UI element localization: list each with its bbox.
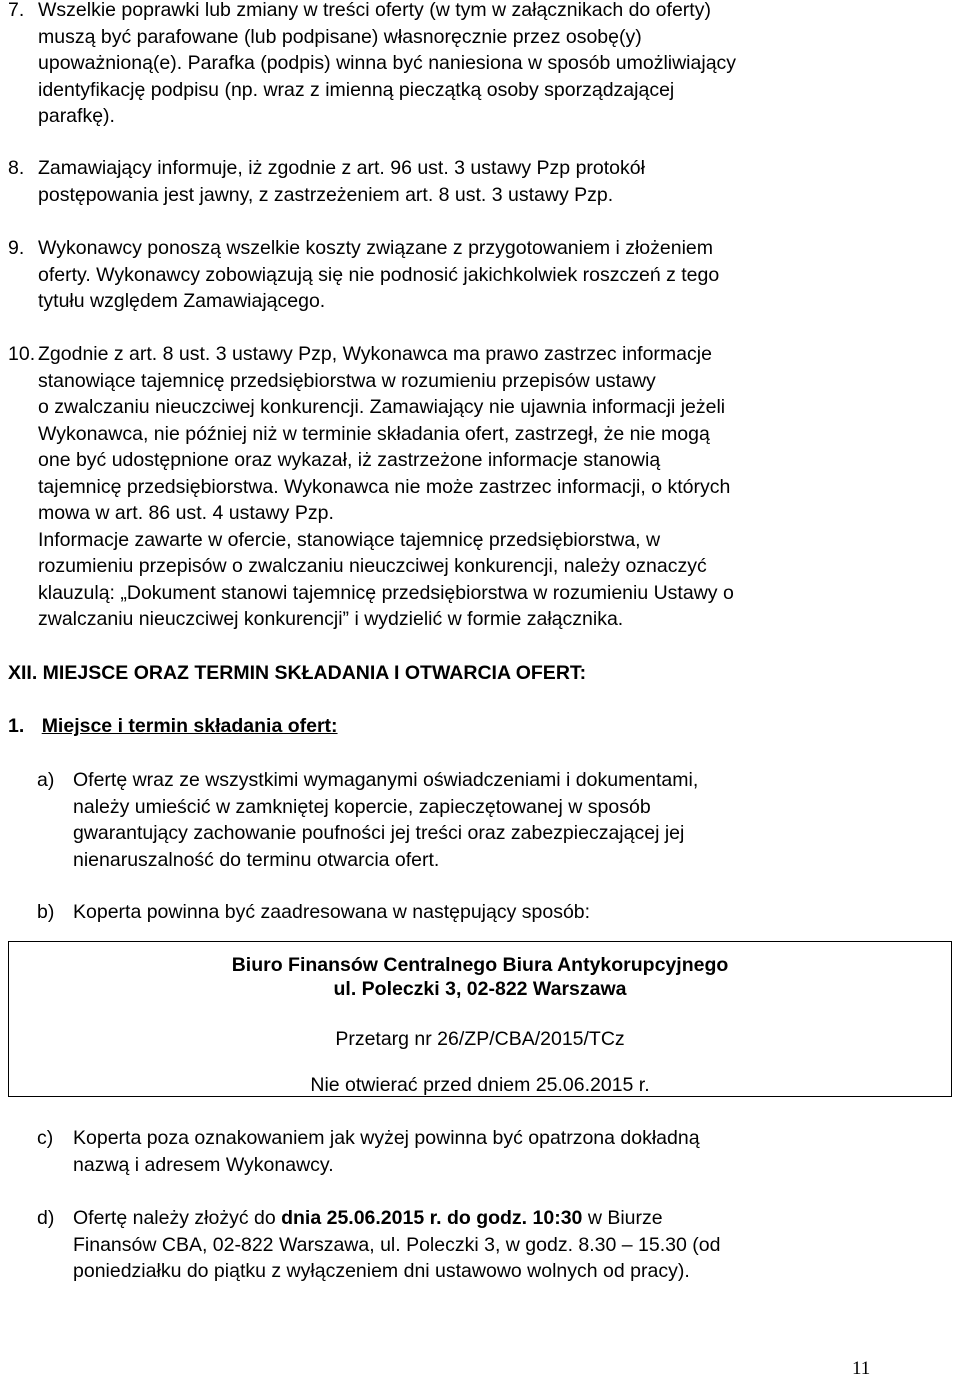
paragraph-number: 8. bbox=[8, 157, 25, 179]
text-fragment: w Biurze bbox=[582, 1207, 663, 1229]
page-number: 11 bbox=[852, 1358, 871, 1379]
sub-heading-number: 1. bbox=[8, 715, 25, 737]
text-line: nazwą i adresem Wykonawcy. bbox=[73, 1153, 334, 1176]
text-line: identyfikację podpisu (np. wraz z imienną pieczątką osoby sporządzającej bbox=[38, 78, 675, 101]
list-item-letter: c) bbox=[37, 1127, 54, 1149]
text-line: Koperta powinna być zaadresowana w następujący sposób: bbox=[73, 901, 591, 923]
text-line: upoważnioną(e). Parafka (podpis) winna być naniesiona w sposób umożliwiający bbox=[38, 52, 737, 74]
paragraph-number: 10. bbox=[8, 343, 36, 365]
text-fragment: Ofertę należy złożyć do bbox=[73, 1207, 282, 1229]
section-heading: XII. MIEJSCE ORAZ TERMIN SKŁADANIA I OTWARCIA OFERT: bbox=[8, 662, 587, 684]
text-line: Wykonawca, nie później niż w terminie składania ofert, zastrzegł, że nie mogą bbox=[38, 422, 710, 445]
text-line: tajemnicę przedsiębiorstwa. Wykonawca nie może zastrzec informacji, o których bbox=[38, 475, 731, 498]
text-line: Zgodnie z art. 8 ust. 3 ustawy Pzp, Wykonawca ma prawo zastrzec informacje bbox=[38, 343, 712, 365]
text-line: rozumieniu przepisów o zwalczaniu nieuczciwej konkurencji, należy oznaczyć bbox=[38, 555, 707, 577]
list-item-c bbox=[37, 1125, 876, 1178]
text-line: Wykonawcy ponoszą wszelkie koszty związane z przygotowaniem i złożeniem bbox=[38, 237, 714, 259]
sub-heading-label: Miejsce i termin składania ofert: bbox=[41, 715, 338, 737]
do-not-open-notice: Nie otwierać przed dniem 25.06.2015 r. bbox=[310, 1074, 650, 1096]
paragraph-text bbox=[38, 0, 876, 130]
text-line: muszą być parafowane (lub podpisane) własnoręcznie przez osobę(y) bbox=[38, 25, 642, 48]
list-item-letter: d) bbox=[37, 1207, 55, 1229]
list-item-text bbox=[73, 1125, 876, 1178]
list-item-letter: a) bbox=[37, 769, 55, 791]
text-line: Wszelkie poprawki lub zmiany w treści oferty (w tym w załącznikach do oferty) bbox=[38, 0, 711, 21]
list-item-b bbox=[37, 899, 876, 926]
text-line bbox=[73, 1205, 876, 1232]
paragraph-10 bbox=[8, 341, 876, 633]
text-line: oferty. Wykonawcy zobowiązują się nie podnosić jakichkolwiek roszczeń z tego bbox=[38, 263, 720, 286]
sub-heading bbox=[8, 713, 338, 739]
paragraph-number: 7. bbox=[8, 0, 25, 21]
text-line: Informacje zawarte w ofercie, stanowiące tajemnicę przedsiębiorstwa, w bbox=[38, 528, 661, 551]
paragraph-9 bbox=[8, 235, 876, 315]
text-line: nienaruszalność do terminu otwarcia ofert. bbox=[73, 848, 440, 871]
text-line: one być udostępnione oraz wykazał, iż zastrzeżone informacje stanowią bbox=[38, 449, 661, 471]
text-line: Finansów CBA, 02-822 Warszawa, ul. Poleczki 3, w godz. 8.30 – 15.30 (od bbox=[73, 1233, 721, 1256]
list-item-text bbox=[73, 767, 876, 873]
list-item-d bbox=[37, 1205, 876, 1285]
deadline-text: dnia 25.06.2015 r. do godz. 10:30 bbox=[281, 1207, 583, 1229]
text-line: klauzulą: „Dokument stanowi tajemnicę przedsiębiorstwa w rozumieniu Ustawy o bbox=[38, 581, 734, 604]
paragraph-8 bbox=[8, 155, 876, 208]
text-line: Zamawiający informuje, iż zgodnie z art. 96 ust. 3 ustawy Pzp protokół bbox=[38, 157, 645, 179]
list-item-text bbox=[73, 899, 876, 926]
text-line: poniedziałku do piątku z wyłączeniem dni ustawowo wolnych od pracy). bbox=[73, 1260, 690, 1282]
text-line: Ofertę wraz ze wszystkimi wymaganymi oświadczeniami i dokumentami, bbox=[73, 769, 699, 791]
text-line: postępowania jest jawny, z zastrzeżeniem art. 8 ust. 3 ustawy Pzp. bbox=[38, 183, 614, 206]
text-line: mowa w art. 86 ust. 4 ustawy Pzp. bbox=[38, 502, 334, 524]
text-line: zwalczaniu nieuczciwej konkurencji” i wydzielić w formie załącznika. bbox=[38, 608, 624, 630]
paragraph-text bbox=[38, 341, 876, 633]
paragraph-text bbox=[38, 235, 876, 315]
text-line: stanowiące tajemnicę przedsiębiorstwa w rozumieniu przepisów ustawy bbox=[38, 369, 656, 392]
text-line: tytułu względem Zamawiającego. bbox=[38, 290, 326, 312]
address-box bbox=[8, 941, 952, 1097]
list-item-text bbox=[73, 1205, 876, 1285]
text-line: o zwalczaniu nieuczciwej konkurencji. Zamawiający nie ujawnia informacji jeżeli bbox=[38, 396, 726, 418]
text-line: Koperta poza oznakowaniem jak wyżej powinna być opatrzona dokładną bbox=[73, 1127, 700, 1149]
address-line-institution: Biuro Finansów Centralnego Biura Antykorupcyjnego bbox=[231, 954, 729, 976]
text-line: parafkę). bbox=[38, 105, 115, 127]
list-item-a bbox=[37, 767, 876, 873]
paragraph-number: 9. bbox=[8, 237, 25, 259]
tender-number: Przetarg nr 26/ZP/CBA/2015/TCz bbox=[335, 1028, 625, 1050]
paragraph-7 bbox=[8, 0, 876, 130]
address-line-street: ul. Poleczki 3, 02-822 Warszawa bbox=[333, 978, 627, 1000]
paragraph-text bbox=[38, 155, 876, 208]
text-line: gwarantujący zachowanie poufności jej treści oraz zabezpieczającej jej bbox=[73, 822, 685, 844]
text-line: należy umieścić w zamkniętej kopercie, zapieczętowanej w sposób bbox=[73, 795, 651, 818]
list-item-letter: b) bbox=[37, 901, 55, 923]
